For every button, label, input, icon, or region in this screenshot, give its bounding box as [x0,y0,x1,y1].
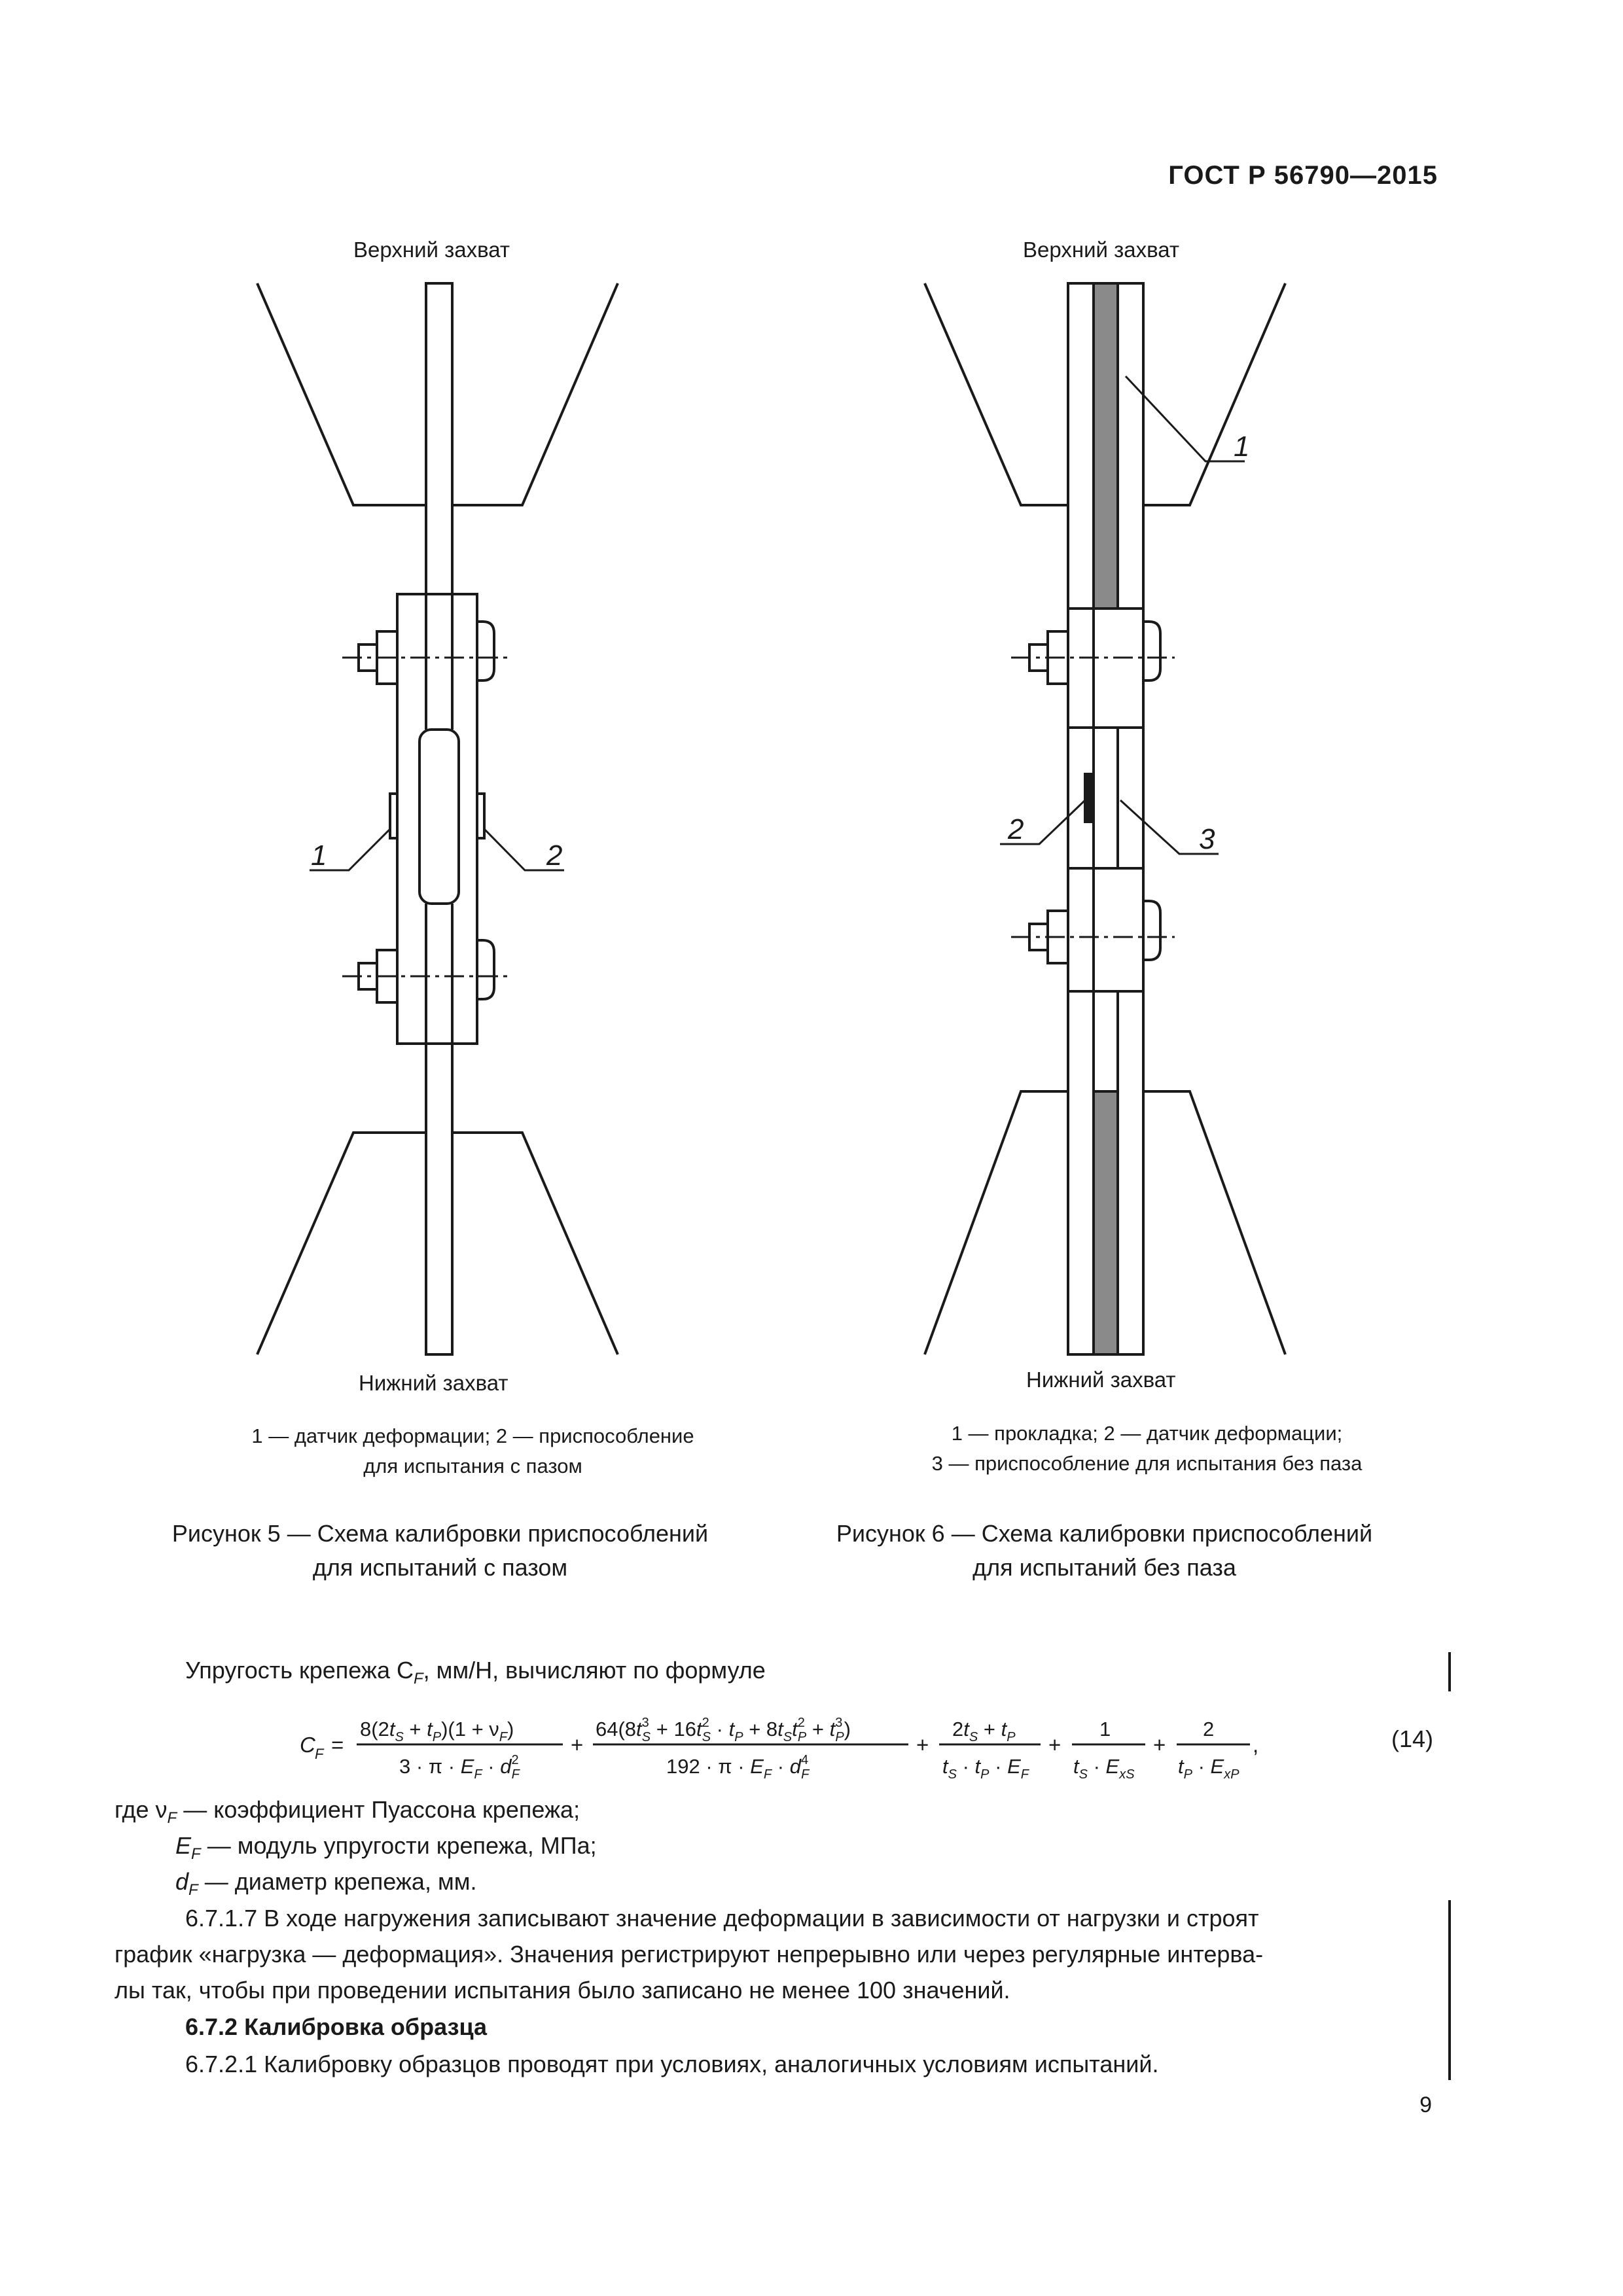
formula-14 [288,1700,1309,1785]
svg-text:+: + [1153,1733,1166,1757]
svg-text:3 · π · EF · d2F: $3 \cdot \pi \cdot E_F \cdot d^2$ F [399,1753,520,1782]
fig5-callout-2: 2 [546,839,563,872]
fig6-callout-3: 3 [1199,823,1215,855]
formula-number: (14) [1391,1725,1433,1752]
fig6-spacer-upper [1094,283,1118,609]
svg-text:1: 1 [1099,1718,1111,1740]
fig5-schematic [257,283,618,1354]
fig6-schematic [925,283,1285,1354]
revision-bar [1448,1900,1451,2080]
fig6-callout-1: 1 [1234,431,1250,463]
revision-bar [1448,1652,1451,1691]
fig6-legend: 1 — прокладка; 2 — датчик деформации; 3 — приспособление для испытания без паза [931,1422,1363,1475]
svg-text:C: C [300,1733,315,1757]
svg-text:+: + [571,1733,584,1757]
fig6-spacer-lower [1094,1091,1118,1354]
paragraph-6-7-2-1: 6.7.2.1 Калибровку образцов проводят при условиях, аналогичных условиям испытаний. [185,2051,1159,2077]
section-heading-6-7-2: 6.7.2 Калибровка образца [185,2013,488,2040]
svg-text:tS · tP · EF: $t_S \cdot t_P \cdot E_F$ [942,1755,1029,1782]
where-diameter: $d_F$ — диаметр крепежа, мм. [175,1868,477,1899]
fig5-upper-grip-label: Верхний захват [353,238,510,262]
svg-text:+: + [1048,1733,1061,1757]
page-number: 9 [1419,2093,1432,2117]
svg-text:,: , [1253,1733,1259,1757]
fig6-caption: Рисунок 6 — Схема калибровки приспособлений для испытаний без паза [836,1520,1373,1581]
svg-text:=: = [331,1733,344,1757]
fig5-gauge-right [477,794,484,838]
svg-text:64(8t3S + 16t2S · tP + 8tSt2P: $64(8t^3$ $S + 16t^2$ $S \cdot t_P + 8t_St^2$ $P + t^3$ P) [596,1716,851,1744]
fig6-callout-2: 2 [1008,813,1024,845]
fig5-lower-grip-label: Нижний захват [359,1371,508,1395]
fig6-lower-grip-label: Нижний захват [1026,1368,1176,1392]
fig5-callout-1: 1 [311,839,327,872]
formula-intro: Упругость крепежа $C_F$, мм/Н, вычисляют по формуле [185,1657,766,1688]
where-poisson: где $\nu_F$ — коэффициент Пуассона крепежа; [115,1796,580,1828]
svg-text:2: 2 [1203,1718,1215,1740]
svg-text:F: F [315,1746,324,1762]
svg-text:8(2tS + tP)(1 + νF): $8(2t_S + t_P)(1 + \nu_F)$ [360,1718,514,1744]
fig6-upper-grip-label: Верхний захват [1023,238,1179,262]
fig5-gauge-left [390,794,397,838]
svg-text:tP · ExP: $t_P \cdot E_{xP}$ [1178,1755,1240,1782]
svg-text:2tS + tP: $2t_S + t_P$ [952,1718,1016,1744]
paragraph-6-7-1-7: 6.7.1.7 В ходе нагружения записывают значение деформации в зависимости от нагрузки и строят график «нагрузка — деформация». Значения регистрируют непрерывно или через регулярные интерва- лы так, чтобы при проведении испытания было записано не менее 100 значений. [115,1905,1264,2004]
svg-text:tS · ExS: $t_S \cdot E_{xS}$ [1073,1755,1135,1782]
fig5-legend: 1 — датчик деформации; 2 — приспособление для испытания с пазом [251,1424,694,1477]
fig6-strain-gauge [1085,774,1094,822]
svg-text:192 · π · EF · d4F: $192 \cdot \pi \cdot E_F \cdot d^4$ F [666,1753,810,1782]
where-modulus: $E_F$ — модуль упругости крепежа, МПа; [175,1832,597,1863]
fig5-caption: Рисунок 5 — Схема калибровки приспособлений для испытаний с пазом [171,1520,709,1581]
svg-text:+: + [916,1733,929,1757]
document-id: ГОСТ Р 56790—2015 [1168,161,1438,190]
